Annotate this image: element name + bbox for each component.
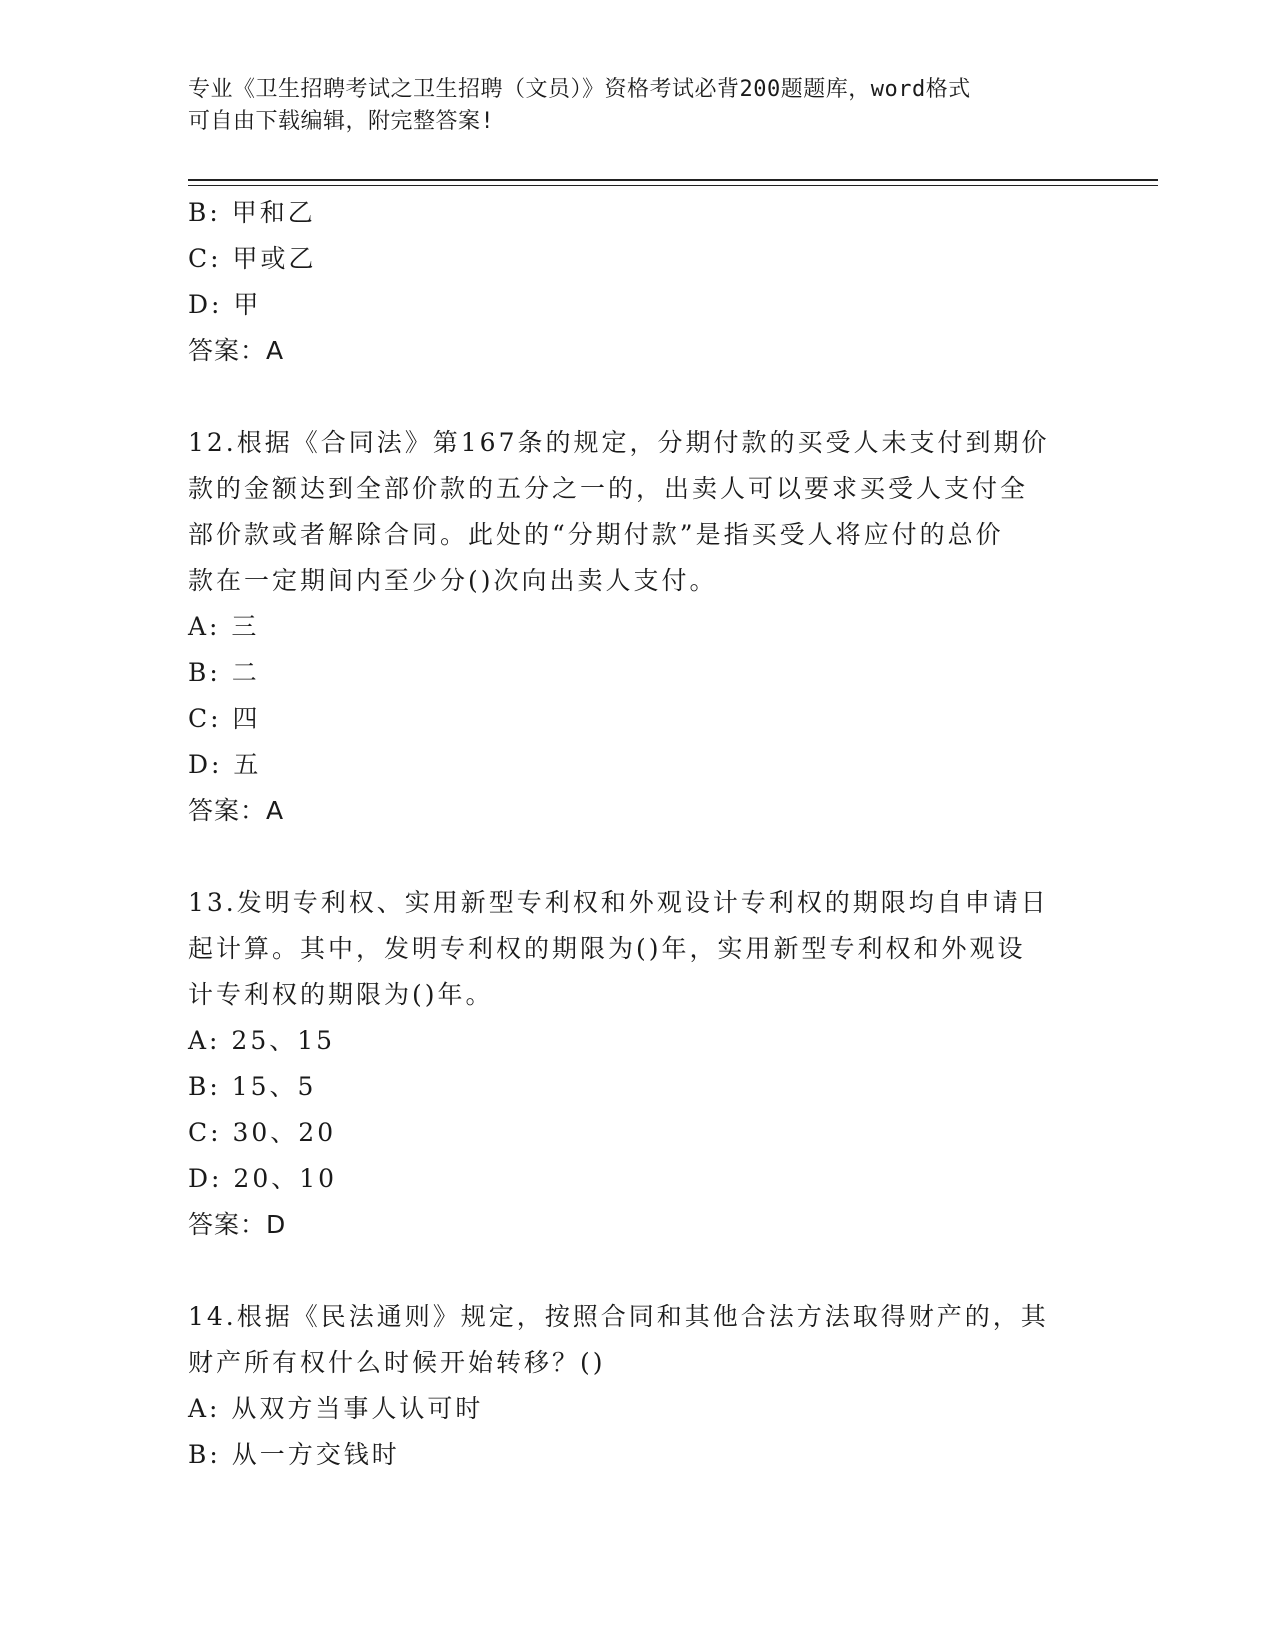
option-d: D: 20、10 (188, 1164, 338, 1193)
header-title-line-2: 可自由下载编辑，附完整答案! (188, 109, 495, 134)
option-d: D: 五 (188, 750, 262, 779)
header-divider-thin (188, 185, 1158, 186)
spacer (188, 834, 1088, 880)
question-12 (188, 420, 1088, 834)
option-b: B: 从一方交钱时 (188, 1440, 400, 1469)
option-b: B: 15、5 (188, 1072, 317, 1101)
question-content (188, 190, 1088, 1478)
header-divider-thick (188, 179, 1158, 181)
document-header (188, 74, 1088, 138)
header-title-line-1: 专业《卫生招聘考试之卫生招聘（文员）》资格考试必背200题题库，word格式 (188, 77, 971, 102)
question-text-line: 部价款或者解除合同。此处的“分期付款”是指买受人将应付的总价 (188, 520, 1004, 549)
question-text-line: 12.根据《合同法》第167条的规定，分期付款的买受人未支付到期价 (188, 428, 1050, 457)
question-text-line: 计专利权的期限为()年。 (188, 980, 494, 1009)
answer-line: 答案：A (188, 336, 285, 365)
option-a: A: 25、15 (188, 1026, 336, 1055)
question-text-line: 款在一定期间内至少分()次向出卖人支付。 (188, 566, 718, 595)
answer-line: 答案：D (188, 1210, 287, 1239)
option-a: A: 三 (188, 612, 260, 641)
spacer (188, 1248, 1088, 1294)
question-13 (188, 880, 1088, 1248)
option-b: B: 甲和乙 (188, 198, 316, 227)
question-text-line: 14.根据《民法通则》规定，按照合同和其他合法方法取得财产的，其 (188, 1302, 1049, 1331)
question-text-line: 财产所有权什么时候开始转移？() (188, 1348, 606, 1377)
question-text-line: 13.发明专利权、实用新型专利权和外观设计专利权的期限均自申请日 (188, 888, 1049, 917)
option-c: C: 甲或乙 (188, 244, 317, 273)
option-c: C: 30、20 (188, 1118, 337, 1147)
question-text-line: 起计算。其中，发明专利权的期限为()年，实用新型专利权和外观设 (188, 934, 1026, 963)
option-c: C: 四 (188, 704, 261, 733)
question-11-tail (188, 190, 1088, 374)
question-14 (188, 1294, 1088, 1478)
spacer (188, 374, 1088, 420)
question-text-line: 款的金额达到全部价款的五分之一的，出卖人可以要求买受人支付全 (188, 474, 1029, 503)
option-a: A: 从双方当事人认可时 (188, 1394, 484, 1423)
option-b: B: 二 (188, 658, 260, 687)
answer-line: 答案：A (188, 796, 285, 825)
option-d: D: 甲 (188, 290, 262, 319)
